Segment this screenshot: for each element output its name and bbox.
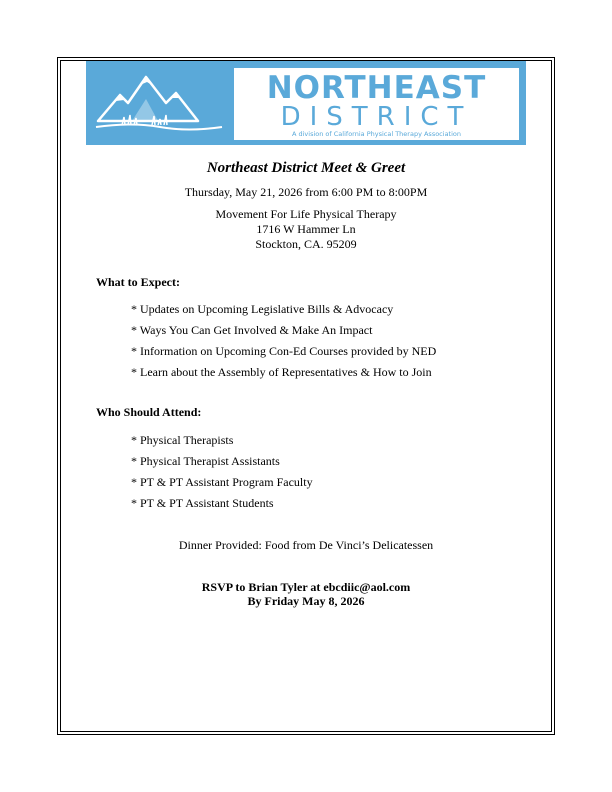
attend-list	[131, 433, 313, 517]
header-banner	[86, 61, 526, 145]
dinner-note: Dinner Provided: Food from De Vinci’s Delicatessen	[178, 538, 434, 552]
logo-district: DISTRICT	[280, 102, 473, 132]
attend-heading: Who Should Attend:	[96, 405, 202, 419]
logo-text-box	[234, 68, 519, 140]
page-border	[57, 57, 555, 735]
venue-name: Movement For Life Physical Therapy	[215, 207, 397, 221]
event-venue	[57, 207, 555, 252]
event-title: Northeast District Meet & Greet	[206, 160, 406, 176]
list-item: * Ways You Can Get Involved & Make An Impact	[131, 323, 373, 337]
list-item: * Physical Therapist Assistants	[131, 454, 280, 468]
list-item: * PT & PT Assistant Students	[131, 496, 274, 510]
venue-street: 1716 W Hammer Ln	[256, 222, 356, 236]
logo-northeast: NORTHEAST	[266, 70, 487, 106]
list-item: * Physical Therapists	[131, 433, 234, 447]
list-item: * Learn about the Assembly of Representatives & How to Join	[131, 365, 432, 379]
list-item: * Information on Upcoming Con-Ed Courses provided by NED	[131, 344, 437, 358]
mountain-logo-icon	[92, 69, 227, 139]
venue-city: Stockton, CA. 95209	[255, 237, 357, 251]
logo-tagline: A division of California Physical Therapy Association	[291, 130, 462, 138]
rsvp-line: RSVP to Brian Tyler at ebcdiic@aol.com	[201, 580, 411, 594]
rsvp-block	[57, 580, 555, 608]
rsvp-deadline: By Friday May 8, 2026	[247, 594, 365, 608]
list-item: * PT & PT Assistant Program Faculty	[131, 475, 313, 489]
event-datetime: Thursday, May 21, 2026 from 6:00 PM to 8:00PM	[184, 185, 428, 199]
expect-heading: What to Expect:	[96, 275, 180, 289]
list-item: * Updates on Upcoming Legislative Bills & Advocacy	[131, 302, 394, 316]
expect-list	[131, 302, 436, 386]
